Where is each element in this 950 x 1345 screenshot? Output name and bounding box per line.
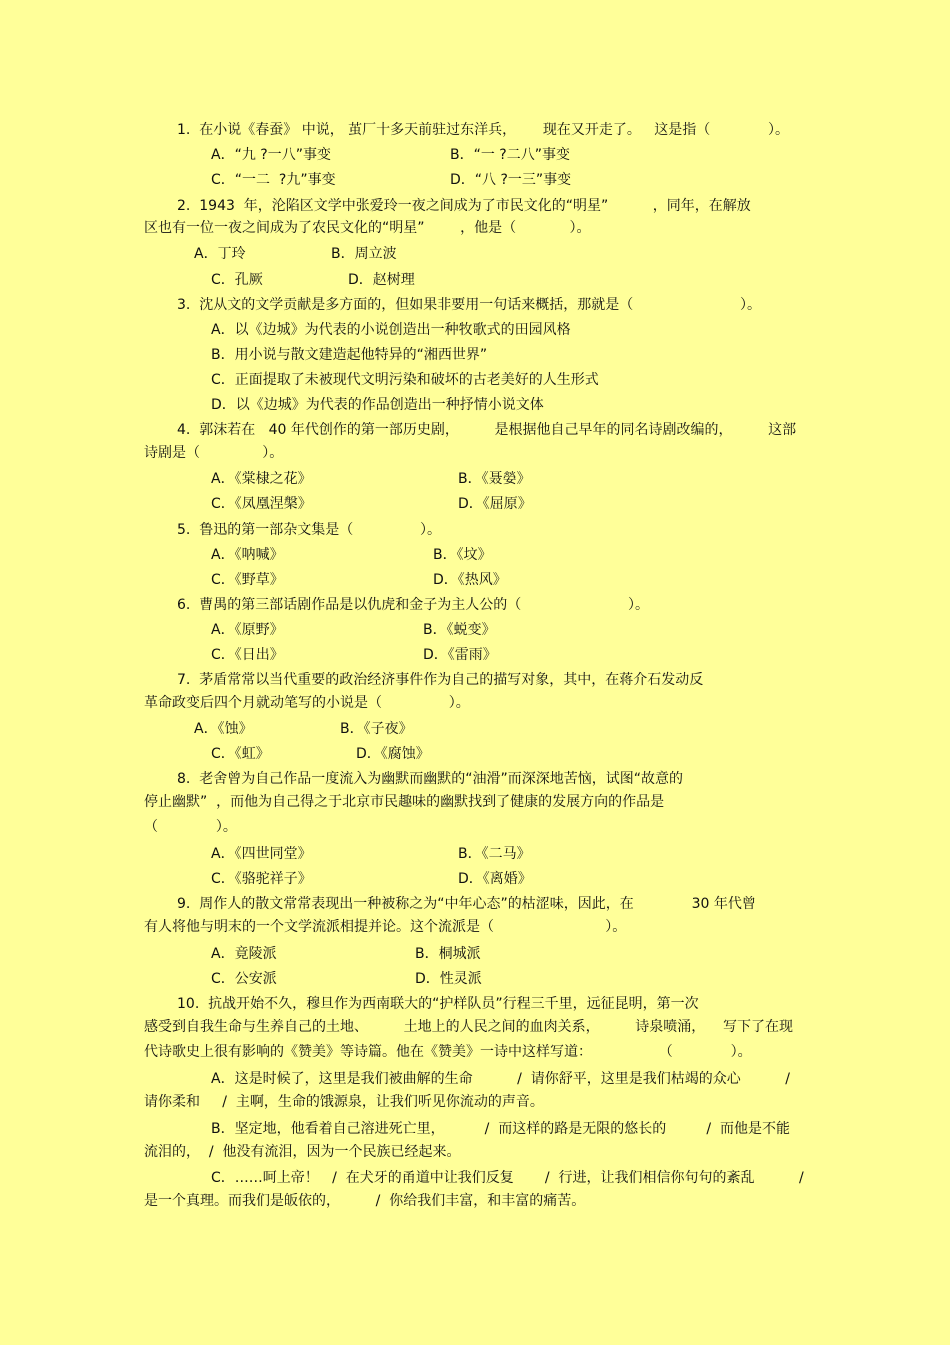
question-5-option-a: A．《呐喊》	[211, 547, 284, 563]
question-4-option-d: D．《屈原》	[458, 496, 532, 512]
question-10-stem-line2: 感受到自我生命与生养自己的土地、 土地上的人民之间的血肉关系， 诗泉喷涌， 写下了在现	[144, 1019, 794, 1035]
question-8-option-c: C．《骆驼祥子》	[211, 871, 312, 887]
question-10-stem-line1: 10. 抗战开始不久，穆旦作为西南联大的“护样队员”行程三千里，远征昆明，第一次	[177, 996, 699, 1012]
question-7-option-a: A．《蚀》	[194, 721, 253, 737]
question-2-option-d: D．赵树理	[348, 272, 415, 288]
question-8-stem-line3: （ ）。	[144, 819, 237, 835]
question-10-option-b-line2: 流泪的， / 他没有流泪，因为一个民族已经起来。	[144, 1144, 461, 1160]
question-1-option-d: D．“八 ?一三”事变	[450, 172, 572, 188]
question-3-option-d: D．以《边城》为代表的作品创造出一种抒情小说文体	[211, 397, 544, 413]
question-2-option-c: C．孔厥	[211, 272, 263, 288]
question-10-option-c-line2: 是一个真理。而我们是皈依的， / 你给我们丰富，和丰富的痛苦。	[144, 1193, 586, 1209]
question-2-option-a: A．丁玲	[194, 246, 246, 262]
question-9-option-c: C．公安派	[211, 971, 277, 987]
question-5-option-c: C．《野草》	[211, 572, 284, 588]
question-5-option-d: D．《热风》	[433, 572, 507, 588]
question-1-option-b: B．“一 ?二八”事变	[450, 147, 570, 163]
question-6-stem: 6. 曹禺的第三部话剧作品是以仇虎和金子为主人公的（ ）。	[177, 597, 650, 613]
question-8-stem-line2: 停止幽默” ，而他为自己得之于北京市民趣味的幽默找到了健康的发展方向的作品是	[144, 794, 665, 810]
question-9-stem-line1: 9. 周作人的散文常常表现出一种被称之为“中年心态”的枯涩味，因此，在 30 年代曾	[177, 896, 756, 912]
question-8-option-a: A．《四世同堂》	[211, 846, 312, 862]
question-8-option-b: B．《二马》	[458, 846, 531, 862]
question-4-stem-line1: 4. 郭沫若在 40 年代创作的第一部历史剧， 是根据他自己早年的同名诗剧改编的， 这部	[177, 422, 797, 438]
question-7-stem-line2: 革命政变后四个月就动笔写的小说是（ ）。	[144, 695, 470, 711]
question-4-option-b: B．《聂嫈》	[458, 471, 531, 487]
question-6-option-a: A．《原野》	[211, 622, 284, 638]
question-4-option-c: C．《凤凰涅槃》	[211, 496, 312, 512]
question-10-stem-line3: 代诗歌史上很有影响的《赞美》等诗篇。他在《赞美》一诗中这样写道： （ ）。	[144, 1044, 752, 1060]
question-3-option-b: B．用小说与散文建造起他特异的“湘西世界”	[211, 347, 488, 363]
question-9-option-a: A．竟陵派	[211, 946, 277, 962]
question-7-stem-line1: 7. 茅盾常常以当代重要的政治经济事件作为自己的描写对象，其中，在蒋介石发动反	[177, 672, 704, 688]
question-10-option-a-line2: 请你柔和 / 主啊，生命的饿源泉，让我们听见你流动的声音。	[144, 1094, 544, 1110]
question-10-option-c-line1: C．……呵上帝！ / 在犬牙的甬道中让我们反复 / 行进，让我们相信你句句的紊乱 /	[211, 1170, 804, 1186]
question-5-stem: 5. 鲁迅的第一部杂文集是（ ）。	[177, 522, 442, 538]
question-3-stem: 3. 沈从文的文学贡献是多方面的，但如果非要用一句话来概括，那就是（ ）。	[177, 297, 762, 313]
question-4-stem-line2: 诗剧是（ ）。	[144, 445, 284, 461]
question-9-stem-line2: 有人将他与明末的一个文学流派相提并论。这个流派是（ ）。	[144, 919, 627, 935]
question-6-option-d: D．《雷雨》	[423, 647, 497, 663]
question-4-option-a: A．《棠棣之花》	[211, 471, 312, 487]
question-1-option-c: C．“一二 ?九”事变	[211, 172, 336, 188]
question-10-option-b-line1: B．坚定地，他看着自己溶进死亡里， / 而这样的路是无限的悠长的 / 而他是不能	[211, 1121, 790, 1137]
question-5-option-b: B．《坟》	[433, 547, 492, 563]
question-10-option-a-line1: A．这是时候了，这里是我们被曲解的生命 / 请你舒平，这里是我们枯竭的众心 /	[211, 1071, 790, 1087]
question-6-option-b: B．《蜕变》	[423, 622, 496, 638]
question-3-option-a: A．以《边城》为代表的小说创造出一种牧歌式的田园风格	[211, 322, 571, 338]
question-9-option-d: D．性灵派	[415, 971, 482, 987]
question-1-stem: 1. 在小说《春蚕》 中说， 茧厂十多天前驻过东洋兵， 现在又开走了。 这是指（ ）。	[177, 122, 790, 138]
question-6-option-c: C．《日出》	[211, 647, 284, 663]
question-2-stem-line1: 2. 1943 年，沦陷区文学中张爱玲一夜之间成为了市民文化的“明星” ，同年，在解放	[177, 198, 751, 214]
question-8-option-d: D．《离婚》	[458, 871, 532, 887]
question-7-option-d: D．《腐蚀》	[356, 746, 430, 762]
question-8-stem-line1: 8. 老舍曾为自己作品一度流入为幽默而幽默的“油滑”而深深地苦恼，试图“故意的	[177, 771, 684, 787]
question-3-option-c: C．正面提取了未被现代文明污染和破坏的古老美好的人生形式	[211, 372, 599, 388]
question-2-stem-line2: 区也有一位一夜之间成为了农民文化的“明星” ，他是（ ）。	[144, 220, 591, 236]
question-2-option-b: B．周立波	[331, 246, 397, 262]
question-7-option-b: B．《子夜》	[340, 721, 413, 737]
question-9-option-b: B．桐城派	[415, 946, 481, 962]
question-7-option-c: C．《虹》	[211, 746, 270, 762]
question-1-option-a: A．“九 ?一八”事变	[211, 147, 331, 163]
